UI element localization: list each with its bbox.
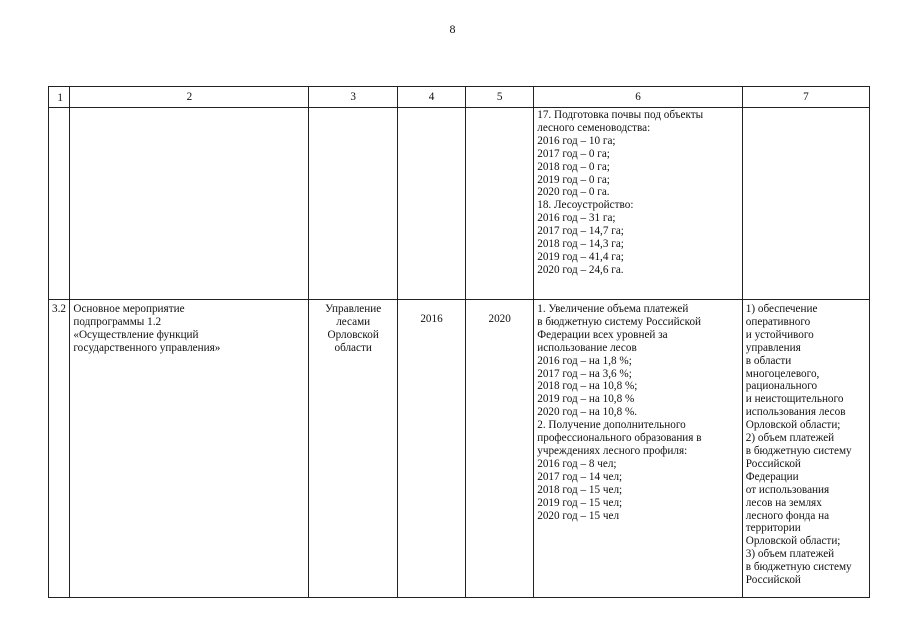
program-table	[48, 86, 870, 598]
result-line: Федерации всех уровней за	[537, 328, 668, 341]
table-row	[49, 108, 870, 300]
row1-result-cell	[534, 108, 743, 300]
result-line: 17. Подготовка почвы под объекты	[537, 109, 704, 121]
result-line: 1. Увеличение объема платежей	[537, 303, 689, 315]
executor-line: области	[334, 341, 372, 354]
result-line: 2020 год – 15 чел	[537, 509, 620, 522]
result-line: 2020 год – на 10,8 %.	[537, 406, 638, 419]
row2-link-cell	[742, 300, 869, 598]
header-cell-3: 3	[309, 87, 398, 108]
link-line: территории	[745, 522, 801, 535]
result-line: 2016 год – 8 чел;	[537, 457, 617, 470]
row1-name-cell	[70, 108, 309, 300]
result-line: 2018 год – 0 га;	[537, 160, 610, 173]
row2-end-cell	[466, 300, 534, 598]
header-cell-2: 2	[70, 87, 309, 108]
result-line: 2019 год – 0 га;	[537, 173, 610, 186]
result-line: использование лесов	[537, 341, 637, 354]
executor-line: Орловской	[327, 328, 379, 341]
result-line: 2019 год – 41,4 га;	[537, 250, 624, 263]
result-line: профессионального образования в	[537, 432, 702, 445]
row2-name-cell	[70, 300, 309, 598]
result-line: 2019 год – 15 чел;	[537, 496, 623, 509]
result-line: 2018 год – 15 чел;	[537, 483, 623, 496]
row2-result-cell	[534, 300, 743, 598]
name-line: «Осуществление функций	[73, 328, 199, 341]
link-line: многоцелевого,	[745, 367, 820, 380]
name-line: подпрограммы 1.2	[73, 315, 162, 328]
result-line: лесного семеноводства:	[537, 121, 651, 134]
result-line: 2017 год – 14 чел;	[537, 470, 623, 483]
result-line: 2018 год – 14,3 га;	[537, 238, 624, 251]
row1-link-cell	[742, 108, 869, 300]
row2-num-cell: 3.2	[49, 300, 70, 598]
name-line: государственного управления»	[73, 341, 221, 354]
table-header-row	[49, 87, 870, 108]
result-line: 2017 год – на 3,6 %;	[537, 367, 632, 380]
result-line: 2016 год – 31 га;	[537, 212, 616, 225]
result-line: 2018 год – на 10,8 %;	[537, 380, 638, 393]
link-line: использования лесов	[745, 406, 846, 419]
row1-end-cell	[466, 108, 534, 300]
result-line: 2. Получение дополнительного	[537, 419, 686, 432]
link-line: Российской	[745, 457, 801, 470]
link-line: Российской	[745, 574, 801, 587]
link-line: и неистощительного	[745, 393, 844, 406]
result-line: 2019 год – на 10,8 %	[537, 393, 635, 406]
link-line: и устойчивого	[745, 328, 814, 341]
link-line: оперативного	[745, 315, 811, 328]
link-line: в бюджетную систему	[745, 561, 852, 574]
row1-num-cell	[49, 108, 70, 300]
result-line: 18. Лесоустройство:	[537, 199, 634, 212]
executor-line: Управление	[325, 303, 382, 315]
result-line: 2020 год – 24,6 га.	[537, 263, 624, 276]
link-line: лесного фонда на	[745, 509, 830, 522]
header-cell-1: 1	[49, 87, 70, 108]
header-cell-6: 6	[534, 87, 743, 108]
page-number: 8	[449, 22, 456, 36]
result-line: 2020 год – 0 га.	[537, 186, 610, 199]
header-cell-4: 4	[397, 87, 465, 108]
executor-line: лесами	[336, 315, 371, 328]
link-line: Орловской области;	[745, 535, 841, 548]
link-line: управления	[745, 341, 801, 354]
link-line: 1) обеспечение	[745, 303, 818, 315]
row2-executor-cell	[309, 300, 398, 598]
header-cell-5: 5	[466, 87, 534, 108]
link-line: рационального	[745, 380, 818, 393]
link-line: от использования	[745, 483, 830, 496]
result-line: 2016 год – на 1,8 %;	[537, 354, 632, 367]
result-line: 2017 год – 14,7 га;	[537, 225, 624, 238]
link-line: Федерации	[745, 470, 799, 483]
row1-executor-cell	[309, 108, 398, 300]
result-line: учреждениях лесного профиля:	[537, 444, 688, 457]
result-line: 2017 год – 0 га;	[537, 147, 610, 160]
row2-start-cell	[397, 300, 465, 598]
result-line: 2016 год – 10 га;	[537, 134, 616, 147]
table-row	[49, 300, 870, 598]
name-line: Основное мероприятие	[73, 303, 185, 315]
link-line: в бюджетную систему	[745, 444, 852, 457]
link-line: 2) объем платежей	[745, 432, 835, 445]
end-year: 2020	[488, 313, 511, 325]
link-line: в области	[745, 354, 792, 367]
link-line: Орловской области;	[745, 419, 841, 432]
result-line: в бюджетную систему Российской	[537, 315, 702, 328]
link-line: 3) объем платежей	[745, 548, 835, 561]
header-cell-7: 7	[742, 87, 869, 108]
link-line: лесов на землях	[745, 496, 822, 509]
row1-start-cell	[397, 108, 465, 300]
start-year: 2016	[420, 313, 443, 325]
